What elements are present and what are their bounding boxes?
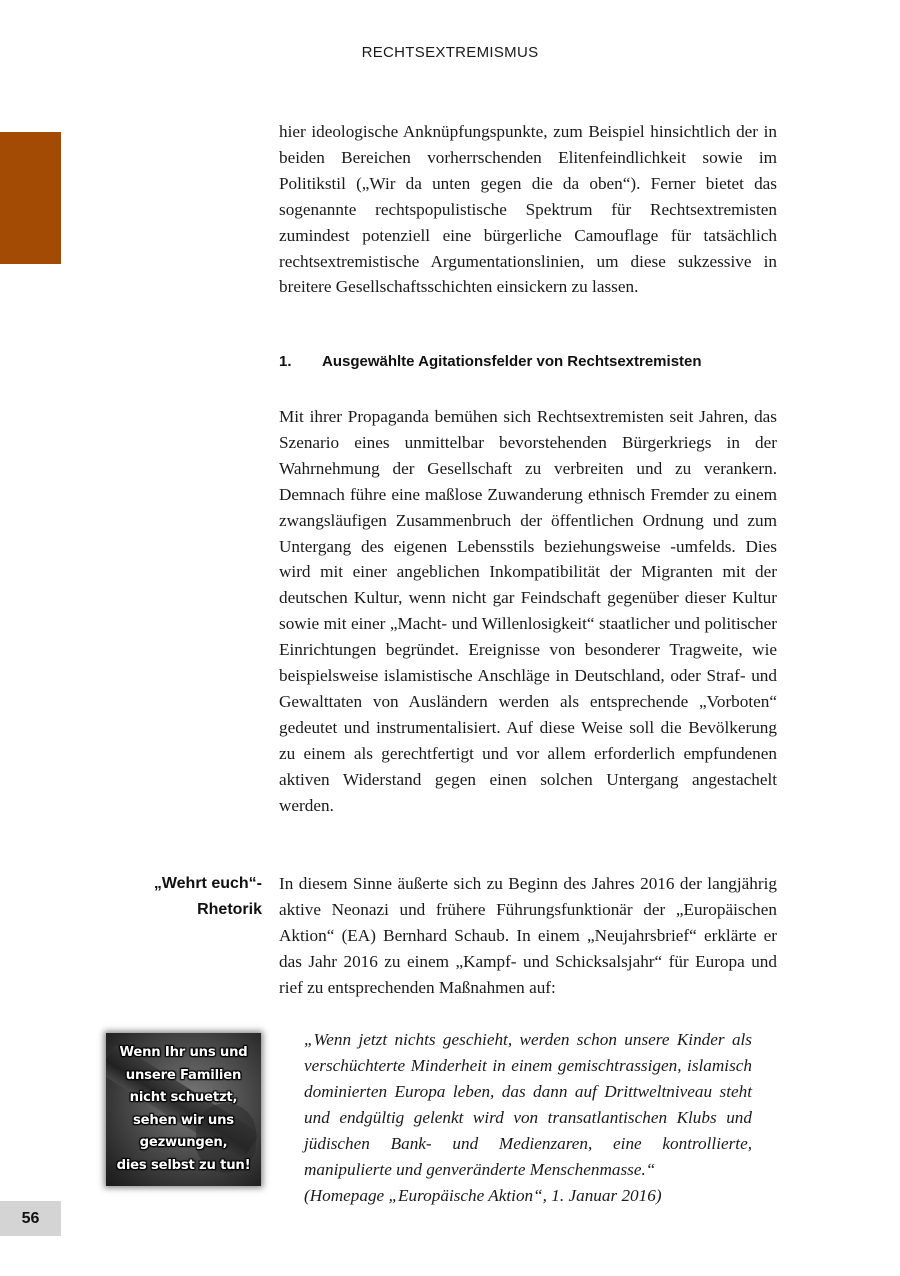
running-header: RECHTSEXTREMISMUS bbox=[361, 44, 539, 61]
intro-paragraph bbox=[279, 119, 777, 300]
poster-line: nicht schuetzt, bbox=[129, 1090, 238, 1105]
propaganda-poster-image bbox=[106, 1033, 261, 1186]
section-title: Ausgewählte Agitationsfelder von Rechtsextremisten bbox=[322, 353, 702, 370]
section-paragraph bbox=[279, 404, 777, 819]
block-quote bbox=[304, 1027, 752, 1209]
section-heading bbox=[279, 353, 799, 370]
section-number: 1. bbox=[279, 353, 292, 370]
third-paragraph bbox=[279, 871, 777, 1001]
quote-text: „Wenn jetzt nichts geschieht, werden schon unsere Kinder als verschüchterte Minderheit in einem gemischtrassigen, islamisch dominierten Europa leben, das dann auf Drittweltniveau steht und endgültig gelenkt wird von transatlantischen Klubs und jüdischen Bank- und Medienzaren, eine kontrollierte, manipulierte und genveränderte Menschenmasse.“ bbox=[304, 1030, 752, 1179]
poster-caption bbox=[106, 1042, 261, 1177]
poster-line: sehen wir uns bbox=[133, 1112, 234, 1128]
poster-line: dies selbst zu tun! bbox=[116, 1157, 251, 1173]
poster-line: Wenn Ihr uns und bbox=[119, 1045, 248, 1060]
quote-source: (Homepage „Europäische Aktion“, 1. Januar 2016) bbox=[304, 1186, 662, 1205]
poster-line: unsere Familien bbox=[125, 1067, 242, 1083]
page-number: 56 bbox=[0, 1201, 61, 1236]
margin-note-line-2: Rhetorik bbox=[197, 900, 262, 918]
chapter-color-tab bbox=[0, 132, 61, 264]
third-paragraph-text: In diesem Sinne äußerte sich zu Beginn des Jahres 2016 der langjährig aktive Neonazi und frühere Führungsfunktionär der „Europäischen Aktion“ (EA) Bernhard Schaub. In einem „Neujahrsbrief“ erklärte er das Jahr 2016 zu einem „Kampf- und Schicksalsjahr“ für Europa und rief zu entsprechenden Maßnahmen auf: bbox=[279, 874, 777, 997]
poster-line: gezwungen, bbox=[139, 1135, 228, 1150]
margin-note bbox=[100, 871, 262, 923]
section-paragraph-text: Mit ihrer Propaganda bemühen sich Rechtsextremisten seit Jahren, das Szenario eines unmittelbar bevorstehenden Bürgerkriegs in der Wahrnehmung der Gesellschaft zu verbreiten und zu verankern. Demnach führe eine maßlose Zuwanderung ethnisch Fremder zu einem zwangsläufigen Zusammenbruch der öffentlichen Ordnung und zum Untergang des eigenen Lebensstils beziehungsweise -umfelds. Dies wird mit einer angeblichen Inkompatibilität der Migranten mit der deutschen Kultur, wenn nicht gar Feindschaft gegenüber dieser Kultur sowie mit einer „Macht- und Willenlosigkeit“ staatlicher und politischer Einrichtungen begründet. Ereignisse von besonderer Tragweite, wie beispielsweise islamistische Anschläge in Deutschland, oder Straf- und Gewalttaten von Ausländern werden als entsprechende „Vorboten“ gedeutet und instrumentalisiert. Auf diese Weise soll die Bevölkerung zu einem als gerechtfertigt und vor allem erforderlich empfundenen aktiven Widerstand gegen einen solchen Untergang angestachelt werden. bbox=[279, 407, 777, 815]
intro-paragraph-text: hier ideologische Anknüpfungspunkte, zum Beispiel hinsichtlich der in beiden Bereichen vorherrschenden Elitenfeindlichkeit sowie im Politikstil („Wir da unten gegen die da oben“). Ferner bietet das sogenannte rechtspopulistische Spektrum für Rechtsextremisten zumindest potenziell eine bürgerliche Camouflage für tatsächlich rechtsextremistische Argumentationslinien, um diese sukzessive in breitere Gesellschaftsschichten einsickern zu lassen. bbox=[279, 122, 777, 297]
margin-note-line-1: „Wehrt euch“- bbox=[153, 875, 262, 892]
